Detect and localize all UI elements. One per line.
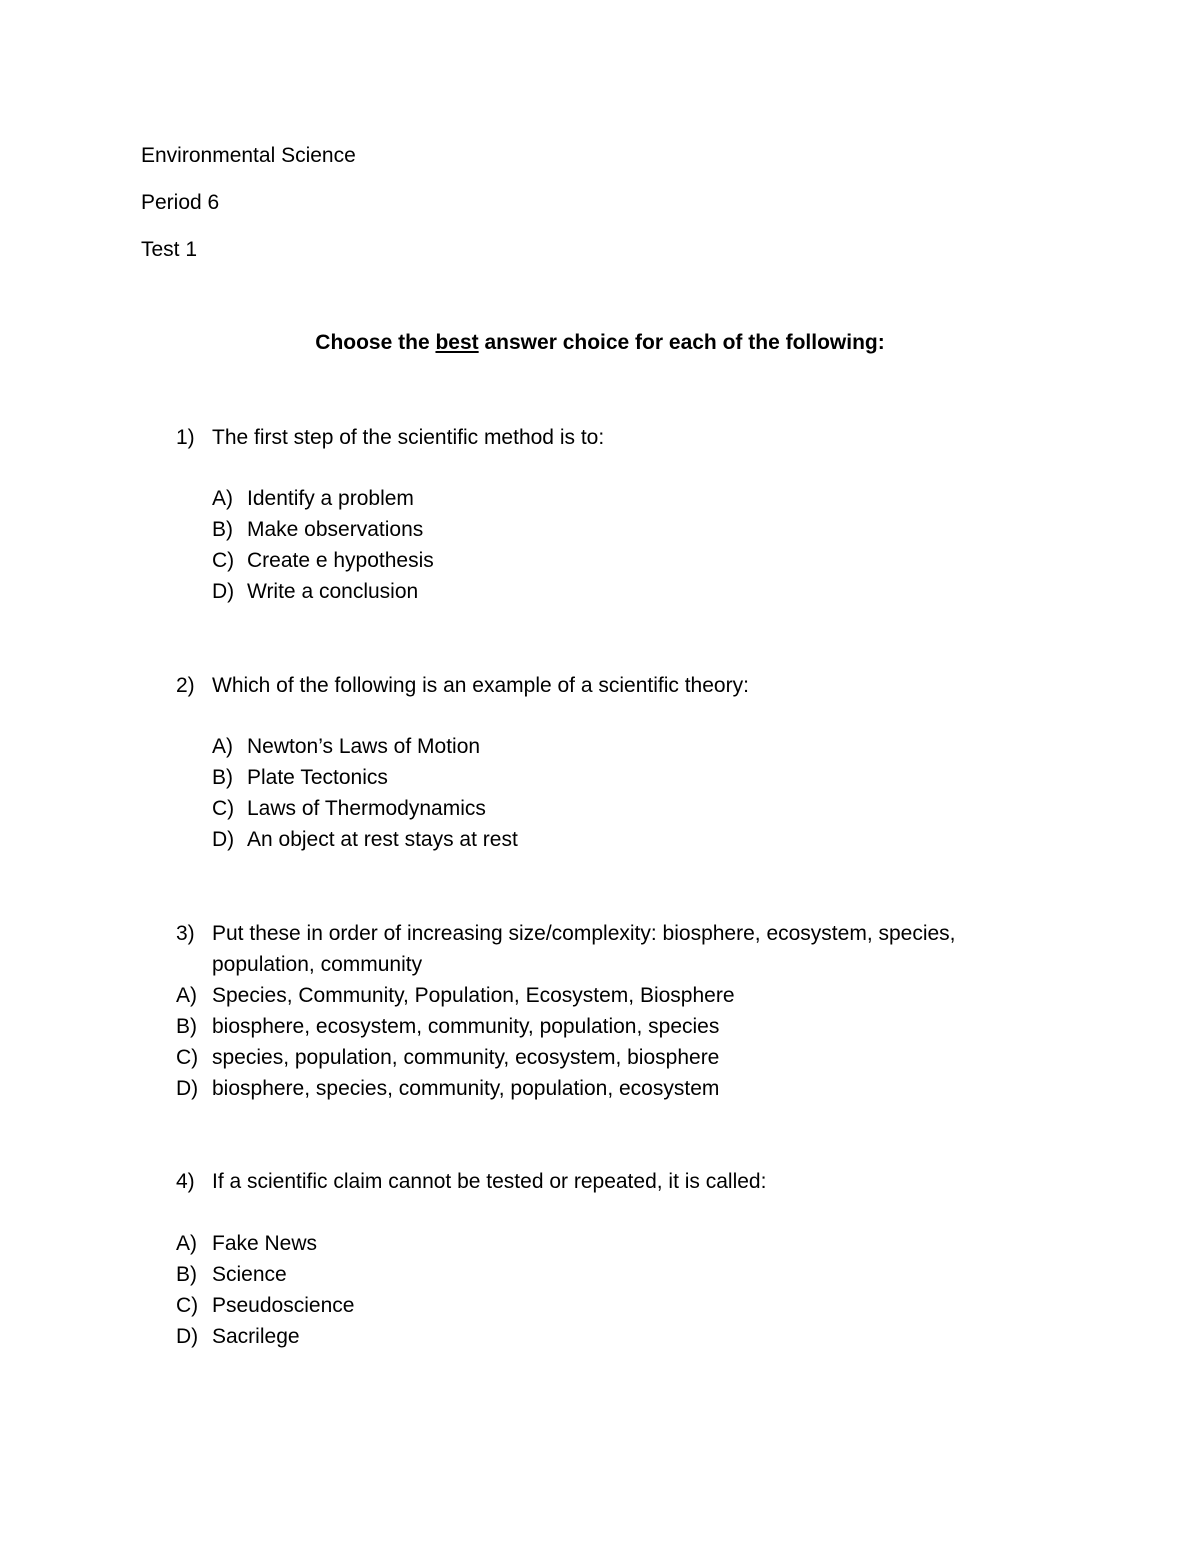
choice-letter: C) (212, 549, 235, 572)
choice-text: Science (212, 1263, 287, 1286)
instructions-prefix: Choose the (315, 331, 430, 354)
choice-letter: D) (212, 580, 235, 603)
instructions-emphasis: best (435, 331, 479, 354)
choice-letter: B) (176, 1263, 197, 1286)
course-title: Environmental Science (141, 144, 356, 167)
question-text: Put these in order of increasing size/complexity: biosphere, ecosystem, species, (212, 922, 956, 945)
choice-letter: C) (212, 797, 235, 820)
choice-text: Fake News (212, 1232, 318, 1255)
question-text: Which of the following is an example of a scientific theory: (212, 674, 749, 697)
choice-letter: C) (176, 1294, 199, 1317)
choice-letter: A) (176, 1232, 197, 1255)
choice-letter: B) (176, 1015, 197, 1038)
instructions-suffix: answer choice for each of the following: (478, 331, 885, 354)
test-label: Test 1 (141, 238, 198, 261)
choice-text: Pseudoscience (212, 1294, 355, 1317)
question-number: 3) (176, 922, 195, 945)
choice-text: Make observations (247, 518, 424, 541)
choice-text: biosphere, species, community, population, ecosystem (212, 1077, 720, 1100)
choice-letter: A) (176, 984, 197, 1007)
choice-text: Write a conclusion (247, 580, 419, 603)
question-number: 4) (176, 1170, 195, 1193)
choice-letter: B) (212, 518, 233, 541)
choice-letter: A) (212, 735, 233, 758)
question-text-continued: population, community (212, 953, 423, 976)
choice-text: Laws of Thermodynamics (247, 797, 486, 820)
choice-letter: C) (176, 1046, 199, 1069)
choice-text: Plate Tectonics (247, 766, 388, 789)
question-text: The first step of the scientific method is to: (212, 426, 605, 449)
choice-letter: B) (212, 766, 233, 789)
choice-text: species, population, community, ecosystem, biosphere (212, 1046, 720, 1069)
choice-text: Sacrilege (212, 1325, 300, 1348)
choice-letter: A) (212, 487, 233, 510)
choice-letter: D) (212, 828, 235, 851)
period-label: Period 6 (141, 191, 220, 214)
choice-letter: D) (176, 1325, 199, 1348)
choice-text: Newton’s Laws of Motion (247, 735, 481, 758)
instructions (0, 330, 1200, 356)
choice-text: biosphere, ecosystem, community, population, species (212, 1015, 720, 1038)
choice-text: An object at rest stays at rest (247, 828, 518, 851)
choice-text: Species, Community, Population, Ecosystem, Biosphere (212, 984, 735, 1007)
question-number: 2) (176, 674, 195, 697)
choice-text: Identify a problem (247, 487, 414, 510)
choice-text: Create e hypothesis (247, 549, 434, 572)
question-number: 1) (176, 426, 195, 449)
question-text: If a scientific claim cannot be tested or repeated, it is called: (212, 1170, 767, 1193)
choice-letter: D) (176, 1077, 199, 1100)
